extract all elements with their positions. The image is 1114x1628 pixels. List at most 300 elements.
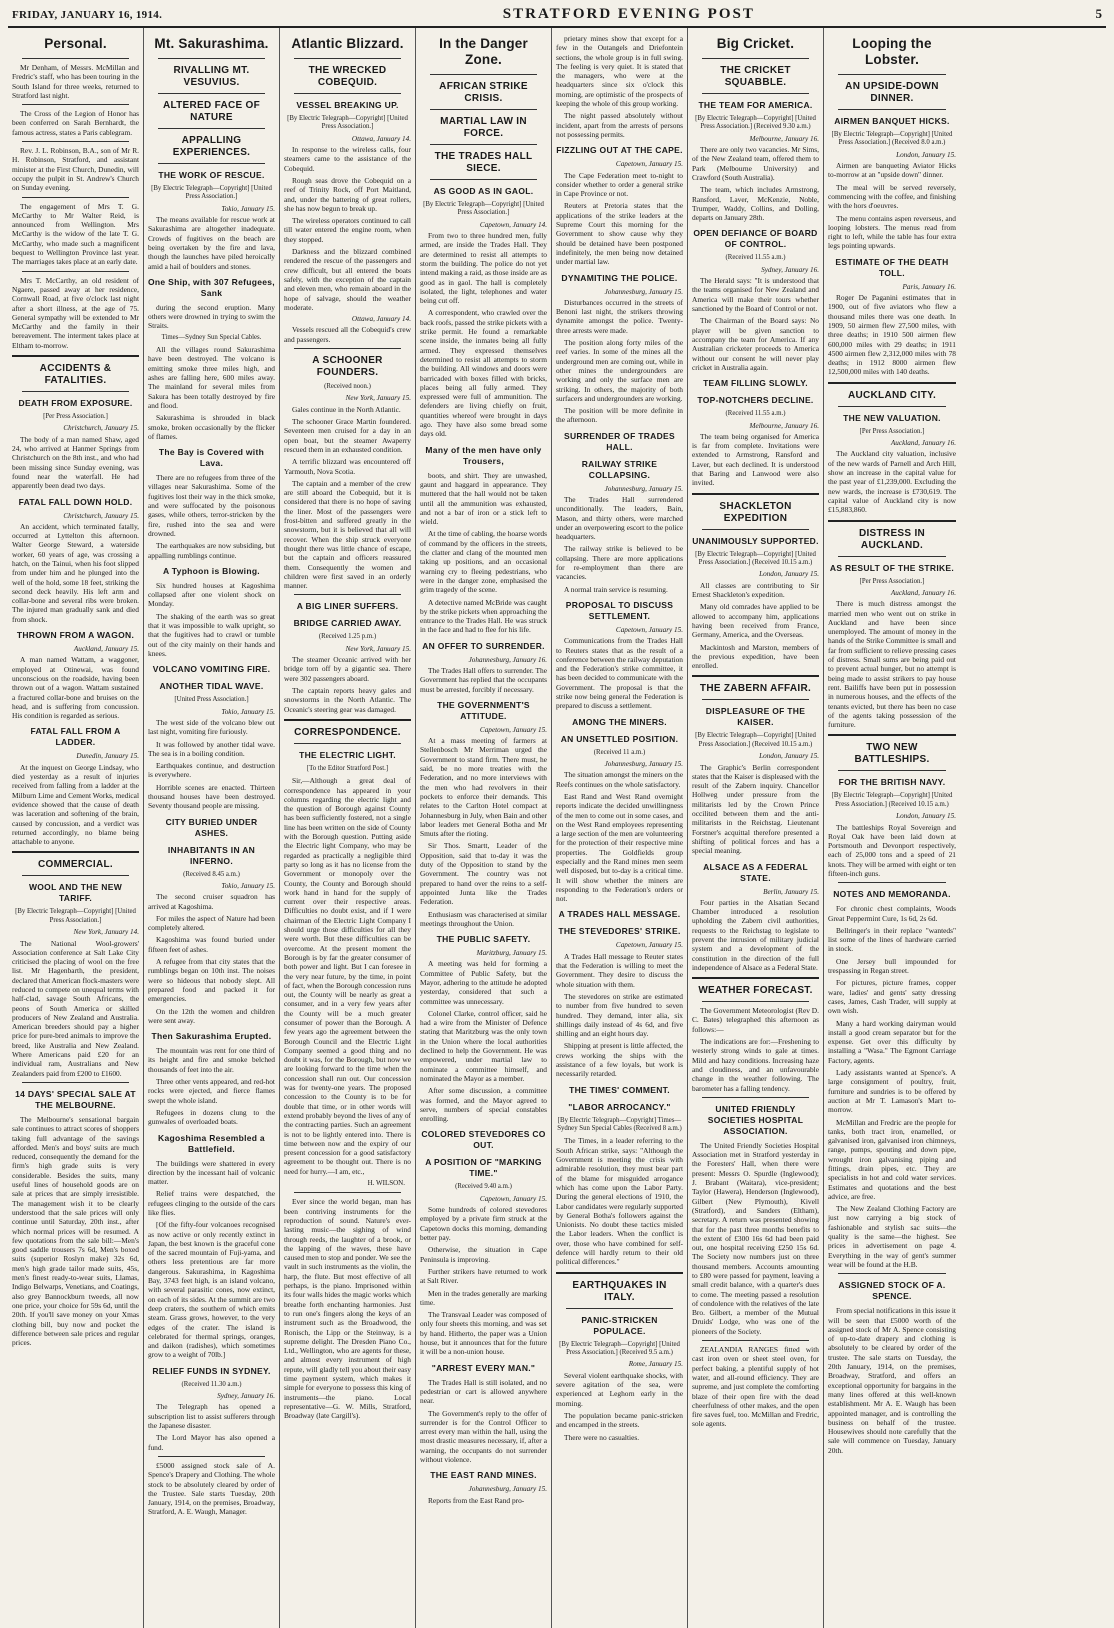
paragraph: Bellringer's in their replace "wanteds" list some of the lines of hardware carried in stock. — [828, 925, 956, 954]
paragraph: The engagement of Mrs T. G. McCarthy to Mr Walter Reid, is announced from Wellington. Mrs McCarthy is the widow of the late T. G. McCarthy, who made such a magnificent bequest to Wellington Province last year. The marriages takes place at an early date. — [12, 201, 139, 267]
headline: UNANIMOUSLY SUPPORTED. — [692, 535, 819, 546]
paragraph: It was followed by another tidal wave. The sea is in a boiling condition. — [148, 739, 275, 758]
wire-source: [By Electric Telegraph—Copyright] [United Press Association.] (Received 9.30 a.m.) — [695, 115, 816, 131]
wire-source: (Received 11.55 a.m.) — [725, 410, 786, 418]
dateline: Johannesburg, January 15. — [468, 1485, 547, 1494]
paragraph: The meal will be served reversely, commencing with the coffee, and finishing with the hors d'oeuvres. — [828, 182, 956, 211]
headline: The Bay is Covered with Lava. — [158, 447, 265, 469]
paragraph: The Auckland city valuation, inclusive of the new wards of Parnell and Arch Hill, show an increase in the capital value for the past year of £1,239,000. Excluding the new wards, the increase is £730,619. The capital value of Auckland city is now £15,883,860. — [828, 449, 956, 515]
headline: WOOL AND THE NEW TARIFF. — [28, 882, 123, 904]
divider — [838, 109, 946, 110]
headline: WEATHER FORECAST. — [698, 985, 813, 997]
wire-source: [To the Editor Stratford Post.] — [306, 764, 389, 772]
dateline: Tokio, January 15. — [221, 707, 275, 716]
headline: THE EAST RAND MINES. — [430, 1470, 537, 1481]
headline: AN UPSIDE-DOWN DINNER. — [845, 81, 939, 104]
dateline: Tokio, January 15. — [221, 881, 275, 890]
headline: NOTES AND MEMORANDA. — [833, 889, 951, 900]
paragraph: The means available for rescue work at Sakurashima are altogether inadequate. Crowds of fugitives on the beach are being overtaken by the fire and lava, though the launches have piled heroically amid a hail of boulders and stones. — [148, 215, 275, 271]
paragraph: ZEALANDIA RANGES fitted with cast iron oven or sheet steel oven, for perfect baking, a plentiful supply of hot water, and all-round efficiency. They are supreme, and just complete the comforting blaze of their open fire with the dead cheerfulness of other makes, and the open fire saves fuel, too. McMillan and Fredric, sole agents. — [692, 1345, 819, 1429]
paragraph: The Trades Hall is still isolated, and no pedestrian or cart is allowed anywhere near. — [420, 1377, 547, 1406]
headline: OPEN DEFIANCE OF BOARD OF CONTROL. — [693, 228, 818, 250]
headline: TOP-NOTCHERS DECLINE. — [697, 395, 814, 406]
paragraph: Rev. J. L. Robinson, B.A., son of Mr R. H. Robinson, Stratford, and assistant minister at the First Church, Dunedin, will occupy the pulpit in St. Andrew's Church on Sunday evening. — [12, 146, 139, 193]
headline: RIVALLING MT. VESUVIUS. — [173, 65, 250, 88]
paragraph: The west side of the volcano blew out last night, vomiting fire furiously. — [148, 717, 275, 737]
paragraph: Mr Denham, of Messrs. McMillan and Fredric's staff, who has been touring in the South Island for three weeks, returned to Stratford last night. — [12, 63, 139, 100]
paragraph: From special notifications in this issue it will be seen that £5000 worth of the assigned stock of Mr A. Spence consisting of up-to-date drapery and clothing is absolutely to be cleared by order of the trustee. The sale starts on Tuesday, the 20th January, 1914, on the premises, Broadway, Stratford, and offers an exceptional opportunity for bargains in the many lines offered at this well-known establishment. Mr A. E. Waugh has been appointed manager, and is controlling the business on behalf of the trustee. Housewives should note carefully that the sale will commence on Tuesday, January 20th. — [828, 1306, 956, 1455]
paragraph: Rough seas drove the Cobequid on a reef of Trinity Rock, off Port Maitland, and, under the battering of great rollers, she has now begun to break up. — [284, 176, 411, 213]
paragraph: The schooner Grace Martin foundered. Seventeen men cruised for a day in an open boat, but the steamer Awaperry rescued them in an exhausted condition. — [284, 417, 411, 454]
wire-source: (Received 11.30 a.m.) — [181, 1380, 242, 1388]
paragraph: All the villages round Sakurashima have been destroyed. The volcano is emitting smoke three miles high, and ashes are falling here, 600 miles away. The mainland for several miles from Sakura has been totally destroyed by fire and flood. — [148, 345, 275, 410]
wire-source: (Received 8.45 a.m.) — [183, 870, 240, 878]
paragraph: Disturbances occurred in the streets of Benoni last night, the strikers throwing dynamite amongst the police. Twenty-three arrests were made. — [556, 297, 683, 335]
divider — [702, 93, 809, 94]
page-number: 5 — [1095, 6, 1102, 21]
paragraph: On the 12th the women and children were sent away. — [148, 1006, 275, 1025]
dateline: Capetown, January 15. — [615, 941, 683, 950]
dateline: Johannesburg, January 15. — [604, 760, 683, 769]
column-heading: Mt. Sakurashima. — [154, 36, 269, 51]
divider — [22, 391, 129, 392]
divider — [22, 58, 129, 59]
paragraph: From two to three hundred men, fully armed, are inside the Trades Hall. They are determined to resist all attempts to storm the building. The police do not yet intend making a raid, as those inside are as good as in gaol. The hall is completely isolated, the light, telephones and water being cut off. — [420, 231, 547, 306]
section-heading: COMMERCIAL. — [38, 859, 113, 871]
headline: CITY BURIED UNDER ASHES. — [165, 816, 258, 838]
letter-signature: H. WILSON. — [367, 1179, 405, 1188]
headline: THE NEW VALUATION. — [843, 412, 941, 423]
divider — [294, 594, 401, 595]
paragraph: Ever since the world began, man has been contriving instruments for the reproduction of sound. Nature's ever-lasting music—the sighing of wind through reeds, the laughter of a brook, or the lapping of the waves, these have caused men to stop and ponder. We see the vault in such instruments as the violin, the harp, the flute. But most effective of all perhaps, is the piano. Imprisoned within its four walls hides the magic works which breathe forth enchanting harmonies. Just to run one's fingers along the keys of an instrument such as the Broadwood, the Ronisch, the Lipp or the Steinway, is a supreme delight. The Dresden Piano Co., Ltd., Wellington, who are agents for these, and almost every instrument of high repute, will gladly tell you about their easy time payment system, which makes it simple for everyone to possess this king of instruments—the piano. Local representative—G. W. Mills, Stratford, Broadway (late Cargill's). — [284, 1197, 411, 1421]
headline: SHACKLETON EXPEDITION — [719, 500, 792, 524]
paragraph: For pictures, picture frames, copper ware, ladies' and gents' satty dressing cases, James, Cash Trader, will supply at own wish. — [828, 978, 956, 1016]
divider — [158, 58, 265, 59]
paragraph: Mackintosh and Marston, members of the previous expedition, have been enrolled. — [692, 642, 819, 671]
divider — [702, 699, 809, 700]
paragraph: The situation amongst the miners on the Reefs continues on the whole satisfactory. — [556, 770, 683, 789]
divider — [430, 144, 537, 145]
divider — [22, 104, 129, 105]
dateline: London, January 15. — [759, 570, 819, 579]
paragraph: At the inquest on George Lindsay, who died yesterday as a result of injuries received from falling from a ladder at the Milburn Lime and Cement Works, medical evidence showed that the cause of death was laceration and softening of the brain, caused by concussion, and a verdict was returned accordingly, no blame being attachable to anyone. — [12, 762, 139, 847]
headline: AMONG THE MINERS. — [572, 716, 667, 727]
headline: ALTERED FACE OF NATURE — [162, 100, 261, 123]
headline: Many of the men have only Trousers, — [425, 444, 542, 466]
paragraph: Lady assistants wanted at Spence's. A large consignment of poultry, fruit, furniture and sundries is to be offered by auction at Mr T. Lamason's Mart to-morrow. — [828, 1068, 956, 1115]
paragraph: Otherwise, the situation in Cape Peninsula is improving. — [420, 1245, 547, 1264]
paragraph: The position will be more definite in the afternoon. — [556, 406, 683, 425]
dateline: Christchurch, January 15. — [63, 511, 139, 520]
headline: PANIC-STRICKEN POPULACE. — [581, 1314, 658, 1336]
headline: Then Sakurashima Erupted. — [151, 1031, 272, 1042]
paragraph: Earthquakes continue, and destruction is everywhere. — [148, 761, 275, 780]
headline: A SCHOONER FOUNDERS. — [312, 355, 383, 379]
paragraph: during the second eruption. Many others were drowned in trying to swim the Straits. — [148, 302, 275, 331]
dateline: Ottawa, January 14. — [351, 134, 411, 143]
paragraph: One Jersey bull impounded for trespassing in Regan street. — [828, 956, 956, 976]
paragraph: Gales continue in the North Atlantic. — [292, 404, 401, 414]
dateline: Christchurch, January 15. — [63, 424, 139, 433]
headline: THE WRECKED COBEQUID. — [308, 65, 387, 88]
dateline: Auckland, January 15. — [73, 645, 139, 654]
headline: INHABITANTS IN AN INFERNO. — [167, 844, 256, 866]
wire-source: [By Electric Telegraph—Copyright] [United Press Association.] — [423, 201, 544, 217]
headline: AFRICAN STRIKE CRISIS. — [439, 81, 528, 104]
paragraph: The Herald says: "It is understood that the teams organised for New Zealand and America will make their tours whether sanctioned by the Board of Control or not. — [692, 276, 819, 314]
paragraph: Six hundred houses at Kagoshima collapsed after one violent shock on Monday. — [148, 580, 275, 609]
paragraph: The Trades Hall offers to surrender. The Government has replied that the occupants must be arrested, forcibly if necessary. — [420, 665, 547, 694]
paragraph: Darkness and the blizzard combined rendered the rescue of the passengers and crew difficult, but all entered the boats safely, with the exception of the captain and eleven men, who remain aboard in the hope of salvage, should the weather moderate. — [284, 247, 411, 312]
paragraph: McMillan and Fredric are the people for tanks, both tract iron, enamelled, or galvanised iron, galvanised iron chimneys, range, pumps, spouting and down pipe, wrought iron galvanising piping and fittings, drain pipes, etc. They are specialists in hot and cold water services. Estimates and quotations and the best advice, are free. — [828, 1117, 956, 1201]
wire-source: [Per Press Association.] — [859, 577, 925, 585]
wire-source: [By Electric Telegraph—Copyright] [United Press Association.] — [15, 908, 136, 924]
divider — [838, 882, 946, 883]
divider — [838, 1273, 946, 1274]
paragraph: At the time of cabling, the hoarse words of command by the officers in the streets, the clatter and clang of the mounted men taking up positions, and an occasional warning cry to fleeing pedestrians, who were in the danger zone, emphasised the grim tragedy of the scene. — [420, 529, 547, 595]
headline: FATAL FALL DOWN HOLD. — [18, 496, 133, 507]
divider — [702, 1340, 809, 1341]
headline: A POSITION OF "MARKING TIME." — [425, 1157, 542, 1179]
dateline: Maritzburg, January 15. — [476, 949, 547, 958]
column-heading: Big Cricket. — [716, 36, 795, 51]
headline: THROWN FROM A WAGON. — [16, 630, 135, 641]
wire-source: [By Electric Telegraph—Copyright] [United Press Association.] (Received 10.15 a.m.) — [831, 792, 953, 808]
paragraph: The Telegraph has opened a subscription list to assist sufferers through the Japanese disaster. — [148, 1402, 275, 1431]
divider — [22, 271, 129, 272]
paragraph: The position along forty miles of the reef varies. In some of the mines all the underground men are coming out, while in other mines the undergrounders are working and only the surface men are striking. In others, the majority of both surfacers and undergrounders are working. — [556, 338, 683, 403]
dateline: Melbourne, January 16. — [749, 134, 819, 143]
paragraph: prietary mines show that except for a few in the Outangels and Driefontein sections, the whole group is in full swing. The feeling is very quiet. It is stated that the managers, who were at the headquarters since six o'clock this morning, are optimistic of the prospects of keeping the whole of this group working. — [556, 34, 683, 109]
wire-source: [United Press Association.] — [174, 696, 249, 704]
divider — [294, 348, 401, 349]
headline: THE WORK OF RESCUE. — [158, 170, 265, 180]
paragraph: The railway strike is believed to be collapsing. There are more applications for re-employment than there are vacancies. — [556, 544, 683, 582]
wire-source: [By Electric Telegraph—Copyright] [United Press Association.] — [151, 185, 272, 201]
paragraph: Sir Thos. Smartt, Leader of the Opposition, said that to-day it was the duty of the Opposition to stand by the Government. The country was not prepared to hand over the reins to a self-appointed Junta like the Trades Federation. — [420, 841, 547, 907]
headline: ASSIGNED STOCK OF A. SPENCE. — [838, 1280, 946, 1302]
paragraph: Sakurashima is shrouded in black smoke, broken occasionally by the flicker of flames. — [148, 413, 275, 441]
paragraph: Enthusiasm was characterised at similar meetings throughout the Union. — [420, 909, 547, 928]
paragraph: There is much distress amongst the married men who went out on strike in Auckland and have been since unemployed. The amount of money in the hands of the Strike Committee is small and far from sufficient to relieve pressing cases of distress. Small sums are being paid out to prevent actual hunger, but no attempt is being made to assist strikers to pay house rent. Bailiffs have been put in possession in numerous houses, and the effects of the tenants evicted, but there has been no case of the agents taking possession of the furniture. — [828, 599, 956, 730]
paragraph: Men in the trades generally are marking time. — [420, 1288, 547, 1307]
paragraph: The second cruiser squadron has arrived at Kagoshima. — [148, 892, 275, 911]
paragraph: A detective named McBride was caught by the strike pickets when approaching the entrance to the Trades Hall. He was struck in the face and had to flee for his life. — [420, 597, 547, 635]
paragraph: The buildings were shattered in every direction by the incessant hail of volcanic matter. — [148, 1158, 275, 1187]
paragraph: Roger De Paganini estimates that in 1900, out of five aviators who flew a thousand miles there was one death. In 1909, 50 airmen flew 27,500 miles, with three deaths; in 1910 500 airmen flew 600,000 miles with 29 deaths; in 1911 4500 airmen flew 2,312,000 miles with 78 deaths; in 1912 8000 airmen flew 12,500,000 miles with 140 deaths. — [828, 293, 956, 377]
headline: TEAM FILLING SLOWLY. — [703, 378, 808, 389]
divider — [692, 977, 819, 979]
wire-source: (Received 11.55 a.m.) — [725, 254, 786, 262]
dateline: Capetown, January 15. — [479, 725, 547, 734]
dateline: Capetown, January 14. — [479, 220, 547, 229]
headline: THE TRADES HALL SIECE. — [434, 151, 533, 174]
paragraph: Some hundreds of colored stevedores employed by a private firm struck at the Capetown docks this morning, demanding better pay. — [420, 1205, 547, 1243]
headline: UNITED FRIENDLY SOCIETIES HOSPITAL ASSOCIATION. — [707, 1103, 804, 1136]
paragraph: At a mass meeting of farmers at Stellenbosch Mr Merriman urged the Government to stand firm. There must, he said, be no more treaties with the Federation, and no more interviews with the men who had revolvers in their pockets to enforce their demands. This relates to the Carlton Hotel compact at Johannesburg in July, when Bain and other labor leaders met General Botha and Mr Smuts after the rioting. — [420, 736, 547, 839]
section-heading: TWO NEW BATTLESHIPS. — [854, 742, 930, 766]
paragraph: Four parties in the Alsatian Secand Chamber introduced a resolution upholding the Zabern civil authorities, requests to the Reichstag to legislate to prevent the intrusion of military judicial system and a development of the constitution in the direction of the full independence of Alsace as a Federal State. — [692, 897, 819, 972]
dateline: Dunedin, January 15. — [76, 752, 139, 761]
wire-source: [Per Press Association.] — [43, 413, 108, 421]
wire-source: (Received noon.) — [324, 383, 371, 391]
headline: THE TIMES' COMMENT. — [569, 1084, 670, 1095]
paragraph: For chronic chest complaints, Woods Great Peppermint Cure, 1s 6d, 2s 6d. — [828, 904, 956, 923]
headline: "LABOR ARROCANCY." — [568, 1101, 671, 1112]
headline: AIRMEN BANQUET HICKS. — [834, 116, 950, 126]
headline: RAILWAY STRIKE COLLAPSING. — [581, 458, 658, 480]
column-heading: Personal. — [44, 36, 107, 51]
divider — [22, 197, 129, 198]
wire-source: (Received 9.40 a.m.) — [455, 1183, 512, 1191]
dateline: London, January 15. — [896, 150, 956, 159]
headline: VOLCANO VOMITING FIRE. — [152, 664, 271, 675]
paragraph: Sir,—Although a great deal of correspondence has appeared in your columns regarding the electric light and the question of Borough against County has been sufficiently fostered, not a single line has been written on the side of County with the Borough question. Putting aside the Electric light Company, who may be regarded as practically a negligible third party so long as it has no license from the Government or monopoly over the County, the County and Borough should work hand in hand for the supply of current over their respective areas. Difficulties no doubt exist, and if I were chairman of the Electric Light Company I should urge those difficulties for all they were worth. But these difficulties can be overcome. At the present moment the Borough is by far the greater consumer of both power and light. But I can foresee in the very near future, by the time, in point of fact, when the Borough concession runs out, the County will be nearly as great a consumer, and in a very few years after the County will be a much greater consumer of power than the Borough. A few years ago the agreement between the Borough Council and the Electric Light Company seemed a good thing and no doubt it was, for the Borough, but now we are looking forward to the time when the concession shall run out. Our concession was for twenty-one years. The proposed concession to the County is to be for double that time, or in other words will extend probably beyond the lives of any of the contracting parties. Such an agreement is not to be lightly entered into. There is time between now and the expiry of our present concession for a good satisfactory agreement to be thought out. There is no need for hurry.—I am, etc., — [284, 776, 411, 1176]
dateline: Capetown, January 15. — [615, 160, 683, 169]
wire-source: [By Electric Telegraph—Copyright] [United Press Association.] (Received 9.5 a.m.) — [559, 1340, 680, 1357]
paragraph: After some discussion, a committee was formed, and the Mayor agreed to serve, numbers of special constables enrolling. — [420, 1086, 547, 1124]
divider — [838, 406, 946, 407]
headline: One Ship, with 307 Refugees, Sank — [148, 276, 275, 298]
paragraph: Horrible scenes are enacted. Thirteen thousand houses have been destroyed. Seventy thousand people are missing. — [148, 782, 275, 811]
section-heading: CORRESPONDENCE. — [294, 726, 401, 738]
headline: RELIEF FUNDS IN SYDNEY. — [152, 1365, 271, 1376]
paragraph: Shipping at present is little affected, the crews working the ships with the assistance of a few loyals, but work is necessarily retarded. — [556, 1041, 683, 1079]
divider — [702, 1001, 809, 1002]
divider — [556, 1272, 683, 1274]
wire-source: Times—Sydney Sun Special Cables. — [161, 333, 262, 341]
paragraph: A normal train service is resuming. — [564, 584, 668, 594]
divider — [838, 74, 946, 75]
paragraph: The Melbourne's sensational bargain sale continues to attract scores of shoppers taking full advantage of the savings afforded. Men's and boys' suits are much reduced, consequently the demand for the firm's high grade suits is very considerable. Besides the suits, many useful lines of household goods are on sale at prices that are simply irresistible. The management wish it to be clearly understood that the sale prices will only continue until Saturday, 20th inst., after which normal prices will be resumed. A few quotations from the sale bill:—Men's good saddle trousers 7s 6d, Men's boxed suits (superior Roslyn make) 32s 6d, men's high grade tailor made suits, 45s, men's finest ready-to-wear suits, Llamas, Indigo Belwarps, Venetians, and Coatings, also grey Bannockburn tweeds, all now one price, your choice for 59s 6d, until the 20th. If you'll save money on your Xmas clothing bill, buy now and pocket the difference between sale prices and regular prices. — [12, 1114, 139, 1348]
dateline: Rome, January 15. — [628, 1360, 683, 1369]
headline: THE CRICKET SQUABBLE. — [720, 65, 791, 88]
paragraph: The Times, in a leader referring to the South African strike, says: "Although the Government is meeting the crisis with admirable resolution, they must bear part of the blame for misguided arrogance which has come upon the Labor Party. During the general elections of 1910, the Labor candidates were regularly supported by General Botha's followers against the Unionists. No doubt these tactics misled the Labor leaders. When the conflict is over, those who have combined for self-defence will hardly return to their old political differences." — [556, 1136, 683, 1267]
paragraph: Vessels rescued all the Cobequid's crew and passengers. — [284, 325, 411, 344]
divider — [294, 743, 401, 744]
paragraph: Many a hard working dairyman would install a good cream separator but for the expense. Get over this difficulty by installing a "Wasa." The Egmont Carriage Factory, agents. — [828, 1018, 956, 1065]
wire-source: [By Electric Telegraph—Copyright] [United Press Association.] (Received 10.15 a.m.) — [695, 732, 816, 748]
headline: Kagoshima Resembled a Battlefield. — [158, 1132, 265, 1154]
headline: THE PUBLIC SAFETY. — [436, 934, 531, 945]
paragraph: The Trades Hall surrendered unconditionally. The leaders, Bain, Mason, and thirty others, were marched under an overpowering escort to the police headquarters. — [556, 494, 683, 542]
headline: THE GOVERNMENT'S ATTITUDE. — [437, 699, 530, 721]
dateline: London, January 15. — [896, 812, 956, 821]
paragraph: There are no refugees from three of the villages near Sakurashima. Some of the fugitives lost their way in the thick smoke, and were suffocated by the poisonous gases, while others, terror-stricken by the fire, rushed into the sea and were drowned. — [148, 473, 275, 538]
divider — [22, 1082, 129, 1083]
divider — [838, 770, 946, 771]
section-heading: AUCKLAND CITY. — [847, 389, 937, 401]
headline: AN OFFER TO SURRENDER. — [422, 640, 545, 651]
headline: DEATH FROM EXPOSURE. — [18, 398, 133, 409]
dateline: New York, January 15. — [345, 644, 411, 653]
paragraph: Refugees in dozens clung to the gunwales of overloaded boats. — [148, 1107, 275, 1127]
divider — [294, 93, 401, 94]
paragraph: All classes are contributing to Sir Ernest Shackleton's expedition. — [692, 580, 819, 600]
dateline: Capetown, January 15. — [479, 1194, 547, 1203]
headline: DYNAMITING THE POLICE. — [561, 272, 678, 283]
paragraph: £5000 assigned stock sale of A. Spence's Drapery and Clothing. The whole stock to be absolutely cleared by order of the Trustee. Sale starts Tuesday, 20th January, 1914, on the premises, Broadway, Stratford, A. E. Waugh, Manager. — [148, 1460, 275, 1517]
column-atlantic — [280, 28, 416, 1628]
paragraph: The shaking of the earth was so great that it was impossible to walk upright, so that the fugitives had to crawl or tumble out of the city mainly on their hands and knees. — [148, 611, 275, 658]
paragraph: The mountain was rent for one third of its height and fire and smoke belched thousands of feet into the air. — [148, 1046, 275, 1074]
headline: PROPOSAL TO DISCUSS SETTLEMENT. — [565, 599, 674, 621]
column-personal — [8, 28, 144, 1628]
paragraph: The Cross of the Legion of Honor has been conferred on Sarah Bernhardt, the famous actress, states a Paris cablegram. — [12, 109, 139, 137]
paragraph: There are only two vacancies. Mr Sims, of the New Zealand team, offered them to Park (Melbourne University) and Crawford (South Australia). — [692, 145, 819, 182]
paragraph: The Chairman of the Board says: No player will be given sanction to accompany the team for America. If any Australian cricketer proceeds to America without our consent he will never play cricket in Australia again. — [692, 316, 819, 372]
paragraph: For miles the aspect of Nature had been completely altered. — [148, 913, 275, 933]
headline: AN UNSETTLED POSITION. — [560, 733, 679, 744]
headline: THE ELECTRIC LIGHT. — [299, 749, 396, 760]
paragraph: The Lord Mayor has also opened a fund. — [148, 1433, 275, 1452]
divider — [692, 675, 819, 677]
paragraph: The steamer Oceanic arrived with her bridge torn off by a gigantic sea. There were 302 passengers aboard. — [284, 655, 411, 683]
paragraph: A Trades Hall message to Reuter states that the Federation is willing to meet the Government. They desire to discuss the whole situation with them. — [556, 951, 683, 989]
headline: ESTIMATE OF THE DEATH TOLL. — [835, 256, 949, 278]
paragraph: The earthquakes are now subsiding, but appalling rumblings continue. — [148, 541, 275, 560]
divider — [702, 1097, 809, 1098]
dateline: Auckland, January 16. — [890, 439, 956, 448]
headline: THE TEAM FOR AMERICA. — [698, 100, 813, 110]
paragraph: Several violent earthquake shocks, with severe agitation of the sea, were experienced at Leghorn early in the morning. — [556, 1370, 683, 1408]
divider — [158, 93, 265, 94]
dateline: Berlin, January 15. — [763, 887, 819, 896]
dateline: Johannesburg, January 16. — [468, 655, 547, 664]
paragraph: The night passed absolutely without incident, apart from the arrests of persons not possessing permits. — [556, 111, 683, 139]
divider — [430, 74, 537, 75]
paragraph: The National Wool-growers' Association conference at Salt Lake City criticised the placing of wool on the free list. Mr Hagenbarth, the president, declared that American flock-masters were reduced to compete on unequal terms with half-clad, savage South Africans, the peons of South America or skilled producers of New Zealand and Australia. American breeders should pay a higher price for pure-bred animals to improve the breed, like Australia and New Zealand. Where Americans paid £20 for an individual ram, Australians and New Zealanders paid from £200 to £1600. — [12, 938, 139, 1078]
divider — [284, 719, 411, 721]
divider — [692, 493, 819, 495]
paragraph: The battleships Royal Sovereign and Royal Oak have been laid down at Portsmouth and Devonport respectively, each of 25,000 tons and a speed of 21 knots. They will be armed with eight or ten fifteen-inch guns. — [828, 822, 956, 878]
headline: ALSACE AS A FEDERAL STATE. — [703, 861, 808, 883]
paragraph: The menu contains aspen reverseus, and looping lobsters. The menus read from right to left, while the table has four extra legs pointing upwards. — [828, 213, 956, 251]
paragraph: Airmen are banqueting Aviator Hicks to-morrow at an "upside down" dinner. — [828, 161, 956, 180]
paragraph: The body of a man named Shaw, aged 24, who arrived at Hanmer Springs from Christchurch on the 8th inst., and who had been missing since Sunday evening, was found near the waterfall. He had apparently been dead two days. — [12, 434, 139, 491]
headline: SURRENDER OF TRADES HALL. — [563, 430, 675, 452]
headline: VESSEL BREAKING UP. — [296, 100, 399, 110]
divider — [158, 1456, 265, 1457]
column-danger-zone — [416, 28, 552, 1628]
headline: FATAL FALL FROM A LADDER. — [30, 726, 121, 748]
headline: A BIG LINER SUFFERS. — [296, 601, 399, 612]
column-lobster — [824, 28, 960, 1628]
paragraph: boots, and shirt. They are unwashed, gaunt and haggard in appearance. They muttered that the hall would not be taken until all the ammunition was exhausted, and not a bar of iron or a stick left to wield. — [420, 470, 547, 527]
wire-source: [By Electric Telegraph—Copyright] Times—Sydney Sun Special Cables (Received 8 a.m.) — [557, 1116, 682, 1133]
headline: FOR THE BRITISH NAVY. — [838, 777, 946, 788]
dateline: Melbourne, January 16. — [749, 421, 819, 430]
paragraph: The team, which includes Armstrong, Ransford, Laver, McKenzie, Noble, Trumper, Waddy, Collins, and Dolling, departs on January 28th. — [692, 185, 819, 223]
headline: THE STEVEDORES' STRIKE. — [558, 926, 681, 937]
dateline: Sydney, January 16. — [217, 1392, 275, 1401]
divider — [12, 851, 139, 853]
paragraph: The Cape Federation meet to-night to consider whether to order a general strike in Cape Province or not. — [556, 170, 683, 199]
divider — [158, 163, 265, 164]
paragraph: The Graphic's Berlin correspondent states that the Kaiser is displeased with the result of the Zabern inquiry. Chancellor Hollweg under pressure from the militarists led by the Crown Prince occilited between them and the anti-militarists in the Reichstag. Lieutenant Forstner's acquittal therefore presented a shifting of political forces and has a special meaning. — [692, 762, 819, 856]
paragraph: The New Zealand Clothing Factory are just now carrying a big stock of fashionable and stylish sac suits—the quality is the same—the highest. See prices in advertisement on page 4. Everything in the way of gent's summer wear will be found at the H.B. — [828, 1204, 956, 1269]
divider — [430, 179, 537, 180]
headline: APPALLING EXPERIENCES. — [172, 135, 251, 158]
headline: A TRADES HALL MESSAGE. — [558, 909, 681, 920]
headline: AS RESULT OF THE STRIKE. — [829, 562, 955, 573]
wire-source: [By Electric Telegraph—Copyright] [United Press Association.] (Received 8.0 a.m.) — [831, 131, 953, 147]
headline: DISPLEASURE OF THE KAISER. — [705, 706, 806, 728]
paragraph: The population became panic-stricken and encamped in the streets. — [556, 1410, 683, 1430]
headline: FIZZLING OUT AT THE CAPE. — [556, 145, 683, 156]
divider — [294, 1192, 401, 1193]
paragraph: Reports from the East Rand pro- — [428, 1495, 525, 1505]
column-danger-zone-continued — [552, 28, 688, 1628]
paragraph: Colonel Clarke, control officer, said he had a wire from the Minister of Defence stating that Maritzburg was the only town in the Union where the local authorities declined to help the Government. He was empowered, under martial law to nominate a committee himself, and nominated the Mayor as a member. — [420, 1008, 547, 1083]
headline: "ARREST EVERY MAN." — [431, 1362, 536, 1373]
paragraph: There were no casualties. — [564, 1432, 640, 1442]
headline: MARTIAL LAW IN FORCE. — [440, 116, 527, 139]
paragraph: The wireless operators continued to call till water entered the engine room, when they stopped. — [284, 216, 411, 244]
paragraph: Reuters at Pretoria states that the applications of the strike leaders at the Supreme Court this morning for the Government to show cause why they should be detained have been postponed indefinitely, the men being now detained under martial law. — [556, 201, 683, 267]
headline: ANOTHER TIDAL WAVE. — [159, 681, 264, 692]
paragraph: The Government's reply to the offer of surrender is for the Control Officer to arrest every man within the hall, using the most drastic measures necessary, if, after a warning, the occupants do not surrender without violence. — [420, 1408, 547, 1464]
paragraph: The team being organised for America is far from complete. Invitations were extended to Armstrong, Ransford and Laver, but each declined. It is understood that Baring and Lanwood were also invited. — [692, 431, 819, 488]
wire-source: [By Electric Telegraph—Copyright] [United Press Association.] (Received 10.15 a.m.) — [695, 550, 816, 567]
paragraph: The Transvaal Leader was composed of only four sheets this morning, and was set by hand. Hitherto, the paper was a Union house, but it announces that for the future it will be a non-union house. — [420, 1310, 547, 1357]
paragraph: Kagoshima was found buried under fifteen feet of ashes. — [148, 935, 275, 954]
masthead — [8, 4, 1106, 28]
paragraph: Communications from the Trades Hall to Reuters states that as the result of a conference between the railway deputation and the Federation's strike committee, it has been decided to communicate with the Government. The proposal is that the strike now being general the Federation is prepared to discuss a settlement. — [556, 636, 683, 711]
dateline: Paris, January 16. — [902, 282, 956, 291]
wire-source: (Received 1.25 p.m.) — [318, 633, 377, 641]
paragraph: A correspondent, who crawled over the back roofs, passed the strike pickets with a strike permit. He found a remarkable scene inside, the inmates being all fully armed. They expressed themselves determined to resist all attempts to storm the building. All windows and doors were barricaded with boxes filled with bricks, places being all fully armed. They expressed were full of ammunition. The defenders are living chiefly on fruit, quantities whereof were brought in days ago. They have also some bread some days old. — [420, 308, 547, 439]
divider — [566, 1308, 673, 1309]
paragraph: The Government Meteorologist (Rev D. C. Bates) telegraphed this afternoon as follows:— — [692, 1006, 819, 1034]
paragraph: In response to the wireless calls, four steamers came to the assistance of the Cobequid. — [284, 145, 411, 173]
column-sakurashima — [144, 28, 280, 1628]
divider — [838, 556, 946, 557]
dateline: New York, January 15. — [345, 394, 411, 403]
column-cricket — [688, 28, 824, 1628]
paragraph: Many old comrades have applied to be allowed to accompany him, applications having been received from France, Germany, America, and the Overseas. — [692, 602, 819, 640]
wire-source: [By Electric Telegraph—Copyright] [United Press Association.] — [287, 115, 408, 131]
paragraph: The captain and a member of the crew are still aboard the Cobequid, but it is considered that there is no hope of saving the liner. Most of the passengers were frost-bitten and suffered greatly in the snowstorm, but it is believed that all will recover. When the ship struck everyone thought there was little chance of escape, but the captain and officers reassured them. Consequently the women and children were first saved in an orderly manner. — [284, 478, 411, 591]
paragraph: A meeting was held for forming a Committee of Public Safety, but the Mayor, adhering to the attitude he adopted yesterday, considered that such a committee was unnecessary. — [420, 959, 547, 1006]
divider — [430, 109, 537, 110]
paragraph: The indications are for:—Freshening to westerly strong winds to gale at times. Mild and hazy conditions. Increasing haze and cloudiness, and an unfavourable change in the weather following. The barometer has a falling tendency. — [692, 1037, 819, 1093]
headline: COLORED STEVEDORES CO OUT. — [421, 1129, 546, 1151]
dateline: Sydney, January 16. — [761, 265, 819, 274]
paragraph: Relief trains were despatched, the refugees clinging to the outside of the cars like flies. — [148, 1189, 275, 1217]
dateline: Capetown, January 15. — [615, 625, 683, 634]
divider — [158, 128, 265, 129]
columns — [8, 28, 1106, 1628]
divider — [702, 529, 809, 530]
paragraph: The stevedores on strike are estimated to number from five hundred to seven hundred. They demand, inter alia, six shillings daily instead of 4s 6d, and five shilling and an eight hours day. — [556, 991, 683, 1039]
column-heading: Looping the Lobster. — [852, 36, 932, 67]
dateline: New York, January 14. — [73, 928, 139, 937]
paragraph: A man named Wattam, a waggoner, employed at Otinewai, was found unconscious on the roadside, having been thrown out of a wagon. Wattam sustained a fractured collar-bone and bruises on the head, and is suffering from concussion. His condition is regarded as serious. — [12, 655, 139, 721]
divider — [828, 520, 956, 522]
paragraph: [Of the fifty-four volcanoes recognised as now active or only recently extinct in Japan, the best known is the graceful cone of the sacred mountain of Fuji-yama, and others less pretentious are far more dangerous. Sakurashima, in Kagoshima Bay, 3743 feet high, is an island volcano, with several parasitic cones, now extinct, on each of its sides. At the summit are two deep craters, the southern of which emits steam. Grass grows, however, to the very edges of the crater. The island is celebrated for thermal springs, oranges, and daikon (radishes), which sometimes grow to a weight of 70lb.] — [148, 1220, 275, 1360]
headline: 14 DAYS' SPECIAL SALE AT THE MELBOURNE. — [15, 1088, 136, 1110]
headline: EARTHQUAKES IN ITALY. — [572, 1279, 667, 1303]
divider — [828, 734, 956, 736]
issue-date: FRIDAY, JANUARY 16, 1914. — [12, 9, 163, 21]
headline: AS GOOD AS IN GAOL. — [433, 186, 534, 196]
divider — [22, 141, 129, 142]
divider — [12, 355, 139, 357]
divider — [294, 58, 401, 59]
wire-source: [Per Press Association.] — [859, 427, 925, 435]
divider — [702, 58, 809, 59]
